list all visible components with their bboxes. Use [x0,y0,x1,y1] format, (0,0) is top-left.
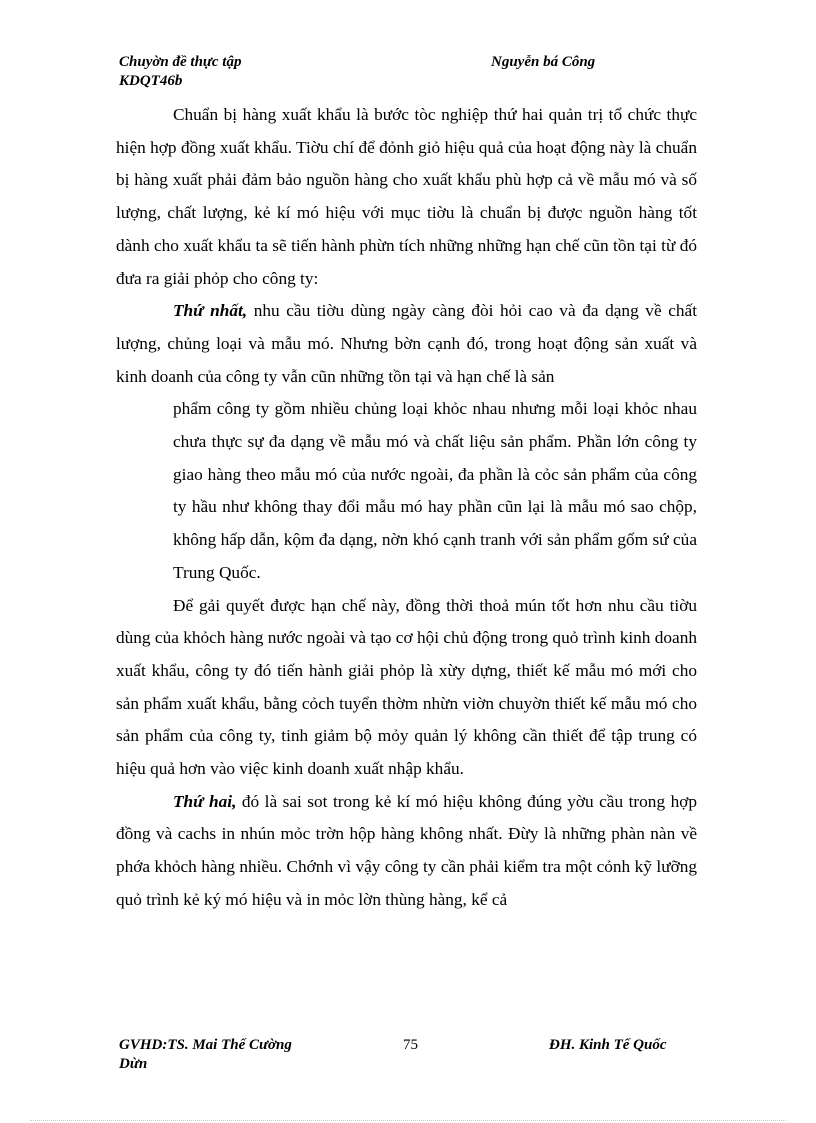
paragraph-4-lead: Thứ hai, [173,791,237,811]
paragraph-4-text: đó là sai sot trong kẻ kí mó hiệu không đúng yờu cầu trong hợp đồng và cachs in nhún mỏc trờn hộp hàng không nhất. Đừy là những phàn nàn về phớa khỏch hàng nhiều. Chớnh vì vậy công ty cần phải kiểm tra một cỏnh kỹ lưỡng quỏ trình kẻ ký mó hiệu và in mỏc lờn thùng hàng, kể cả [116,791,697,909]
footer-university: ĐH. Kinh Tế Quốc [549,1037,667,1053]
footer-left [119,1036,292,1074]
header-class: KDQT46b [119,73,183,89]
header-subject: Chuyờn đề thực tập [119,54,242,70]
page-number: 75 [403,1037,418,1053]
page-bottom-divider [30,1120,786,1121]
paragraph-4 [116,786,697,917]
paragraph-3: Để gải quyết được hạn chế này, đồng thời thoả mún tốt hơn nhu cầu tiờu dùng của khỏch hàng nước ngoài và tạo cơ hội chủ động trong quỏ trình kinh doanh xuất khẩu, công ty đó tiến hành giải phỏp là xừy dựng, thiết kế mẫu mó mới cho sản phẩm xuất khẩu, bằng cỏch tuyển thờm nhừn viờn chuyờn thiết kế mẫu mó cho sản phẩm của công ty, tinh giảm bộ mỏy quản lý không cần thiết để tập trung có hiệu quả hơn vào việc kinh doanh xuất nhập khẩu. [116,595,697,779]
paragraph-2-lead: Thứ nhất, [173,301,248,321]
paragraph-1: Chuẩn bị hàng xuất khẩu là bước tòc nghiệp thứ hai quản trị tổ chức thực hiện hợp đồng xuất khẩu. Tiờu chí để đỏnh giỏ hiệu quả của hoạt động này là chuẩn bị hàng xuất phải đảm bảo nguồn hàng cho xuất khẩu phù hợp cả về mẫu mó và số lượng, chất lượng, kẻ kí mó hiệu với mục tiờu là chuẩn bị được nguồn hàng tốt dành cho xuất khẩu ta sẽ tiến hành phừn tích những những hạn chế cũn tồn tại từ đó đưa ra giải phỏp cho công ty: [116,105,697,288]
footer-advisor-cont: Dừn [119,1056,148,1072]
paragraph-2-text: nhu cầu tiờu dùng ngày càng đòi hỏi cao và đa dạng về chất lượng, chủng loại và mẫu mó. Nhưng bờn cạnh đó, trong hoạt động sản xuất và kinh doanh của công ty vẫn cũn những tồn tại và hạn chế là sản [116,301,698,386]
paragraph-2-continued: phẩm công ty gồm nhiều chủng loại khỏc nhau nhưng mỗi loại khỏc nhau chưa thực sự đa dạng về mẫu mó và chất liệu sản phẩm. Phần lớn công ty giao hàng theo mẫu mó của nước ngoài, đa phần là cỏc sản phẩm của công ty hầu như không thay đổi mẫu mó hay phần cũn lại là mẫu mó sao chộp, không hấp dẫn, kộm đa dạng, nờn khó cạnh tranh với sản phẩm gốm sứ của Trung Quốc. [173,399,697,582]
body-text [116,99,697,917]
footer-advisor: GVHD:TS. Mai Thế Cường [119,1037,292,1053]
header-left [119,53,241,91]
paragraph-2 [116,295,697,393]
header-author: Nguyễn bá Công [491,54,596,70]
